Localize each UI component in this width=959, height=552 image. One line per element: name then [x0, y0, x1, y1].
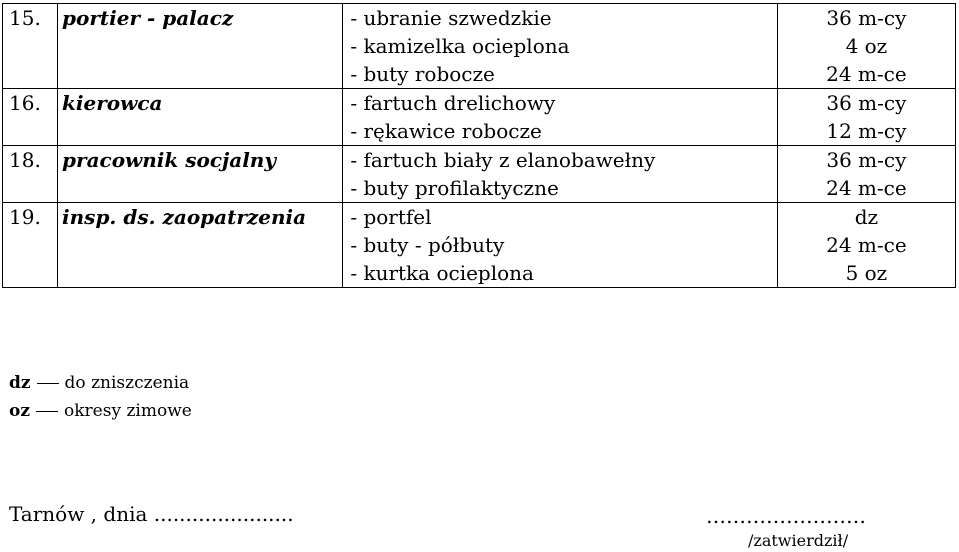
legend-abbreviation: dz [9, 373, 31, 393]
legend-dash [36, 411, 58, 412]
approved-by-label: /zatwierdził/ [748, 531, 849, 550]
clothing-item: - buty profilaktyczne [350, 176, 559, 200]
clothing-items [343, 146, 777, 203]
usage-period: 24 m-ce [826, 233, 907, 257]
usage-period: 24 m-ce [826, 176, 907, 200]
legend-entry [9, 369, 192, 397]
clothing-item: - ubranie szwedzkie [350, 6, 552, 30]
row-number: 15. [3, 4, 58, 89]
usage-period: 24 m-ce [826, 62, 907, 86]
job-position: insp. ds. zaopatrzenia [58, 203, 343, 288]
legend-dash [37, 383, 59, 384]
abbreviation-legend [9, 369, 192, 425]
legend-entry [9, 397, 192, 425]
row-number: 19. [3, 203, 58, 288]
clothing-items [343, 89, 777, 146]
clothing-item: - kurtka ocieplona [350, 261, 534, 285]
usage-periods [777, 146, 955, 203]
clothing-allocation-table [2, 3, 956, 288]
clothing-items [343, 4, 777, 89]
usage-periods [777, 89, 955, 146]
clothing-item: - buty robocze [350, 62, 495, 86]
usage-period: dz [854, 205, 879, 229]
clothing-items [343, 203, 777, 288]
legend-description: okresy zimowe [64, 401, 192, 421]
table-row [3, 146, 956, 203]
clothing-item: - buty - półbuty [350, 233, 505, 257]
clothing-item: - portfel [350, 205, 432, 229]
clothing-item: - fartuch drelichowy [350, 91, 556, 115]
job-position: kierowca [58, 89, 343, 146]
usage-period: 36 m-cy [826, 6, 907, 30]
usage-period: 36 m-cy [826, 91, 907, 115]
job-position: pracownik socjalny [58, 146, 343, 203]
place-and-date: Tarnów , dnia ...................... [9, 502, 294, 526]
row-number: 18. [3, 146, 58, 203]
clothing-item: - kamizelka ocieplona [350, 34, 570, 58]
usage-period: 36 m-cy [826, 148, 907, 172]
usage-period: 4 oz [845, 34, 888, 58]
job-position: portier - palacz [58, 4, 343, 89]
usage-period: 5 oz [845, 261, 888, 285]
usage-periods [777, 4, 955, 89]
signature-line: …………………… [706, 504, 866, 528]
table-row [3, 4, 956, 89]
clothing-item: - fartuch biały z elanobawełny [350, 148, 656, 172]
usage-periods [777, 203, 955, 288]
legend-abbreviation: oz [9, 401, 30, 421]
clothing-item: - rękawice robocze [350, 119, 542, 143]
row-number: 16. [3, 89, 58, 146]
legend-description: do zniszczenia [64, 373, 190, 393]
usage-period: 12 m-cy [826, 119, 907, 143]
table-row [3, 89, 956, 146]
table-row [3, 203, 956, 288]
